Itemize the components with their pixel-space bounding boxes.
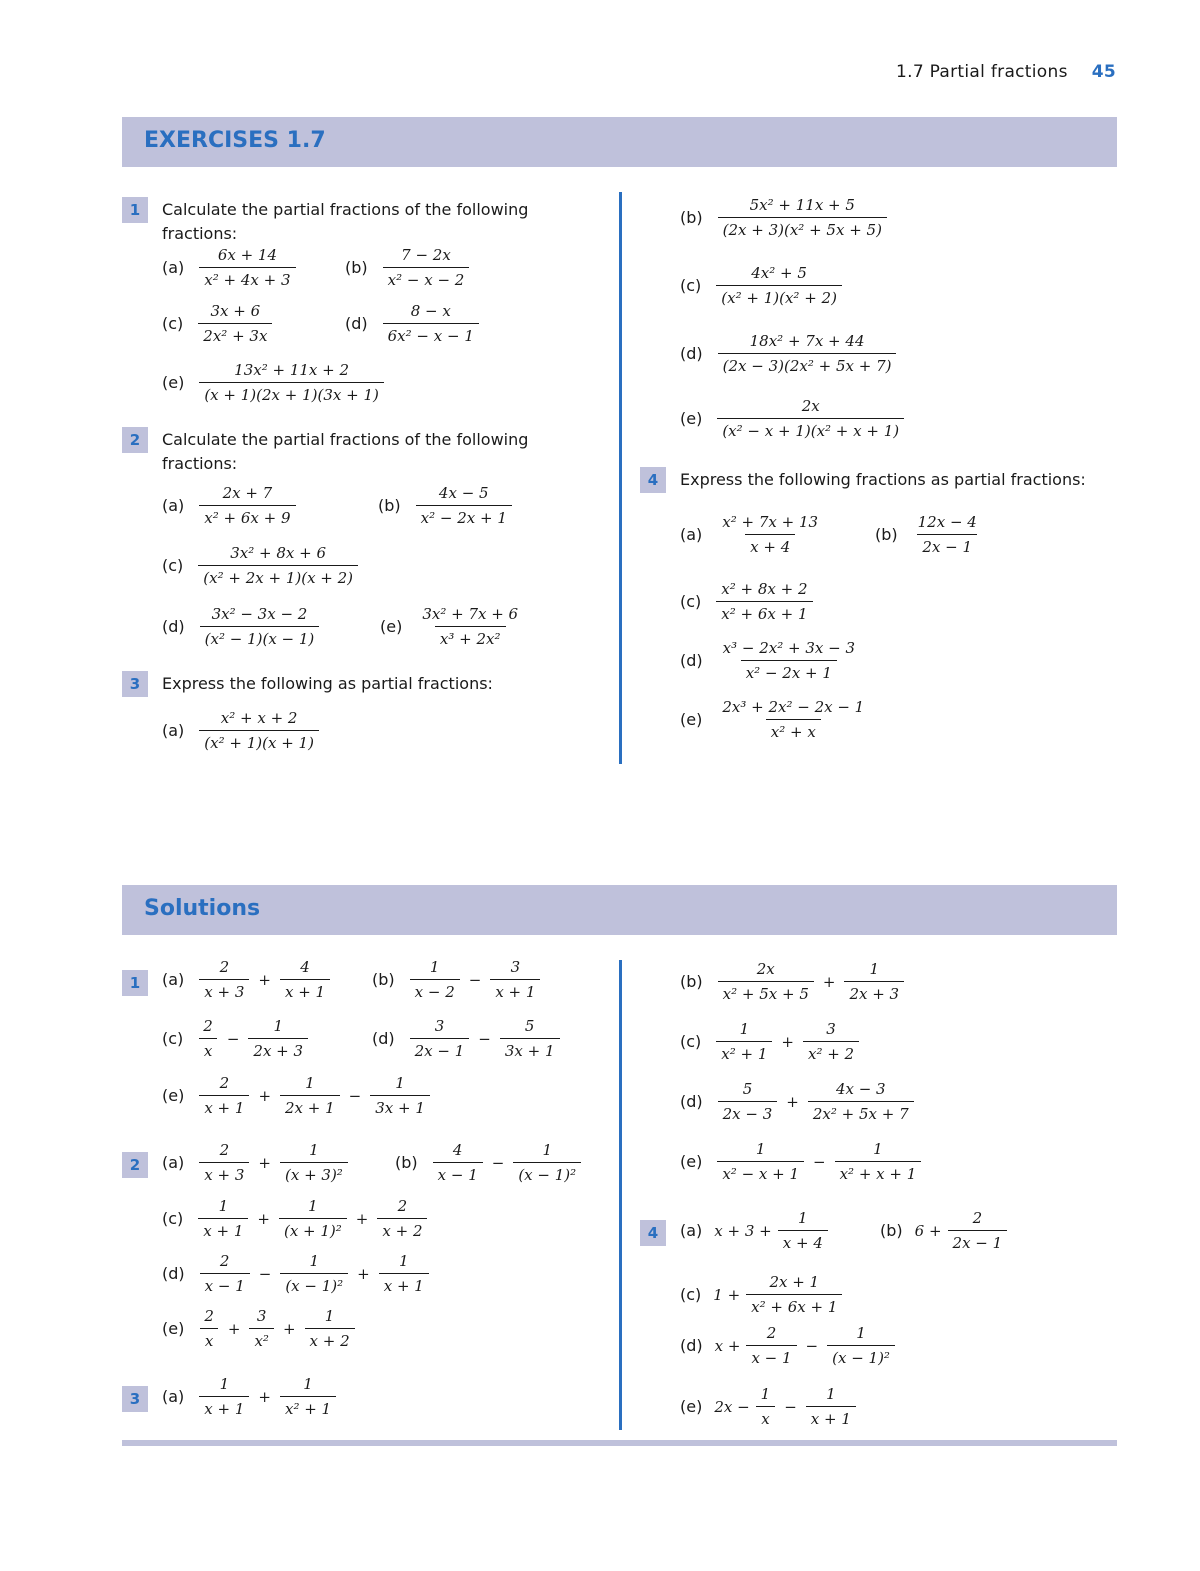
solution-4d: (d) x + $\frac{2}{x - 1}$ − $\frac{1}{\text{(x − 1)²}}$ bbox=[680, 1324, 898, 1367]
running-header bbox=[896, 62, 1116, 82]
solution-2e: (e) $\frac{2}{x}$ + $\frac{3}{\text{x²}}$ + $\frac{1}{x + 2}$ bbox=[162, 1307, 358, 1350]
fraction: $\frac{1}{\text{(x + 3)²}}$ bbox=[280, 1141, 348, 1184]
solution-1e: (e) $\frac{2}{x + 1}$ + $\frac{1}{2x + 1}$ − $\frac{1}{3x + 1}$ bbox=[162, 1074, 433, 1117]
solution-4e: (e) 2x − $\frac{1}{x}$ − $\frac{1}{x + 1}$ bbox=[680, 1385, 859, 1428]
question-number: 2 bbox=[122, 427, 148, 453]
solution-number: 4 bbox=[640, 1220, 666, 1246]
exercises-title: EXERCISES 1.7 bbox=[144, 128, 326, 153]
exercise-4a: (a) $\frac{\text{x² + 7x + 13}}{x + 4}$ bbox=[680, 513, 826, 556]
fraction: $\frac{\text{x² + x + 2}}{\text{(x² + 1)(x + 1)}}$ bbox=[199, 709, 319, 752]
solution-number: 1 bbox=[122, 970, 148, 996]
exercise-3c: (c) $\frac{\text{4x² + 5}}{\text{(x² + 1)(x² + 2)}}$ bbox=[680, 264, 845, 307]
exercise-3b: (b) $\frac{\text{5x² + 11x + 5}}{\text{(2x + 3)(x² + 5x + 5)}}$ bbox=[680, 196, 890, 239]
fraction: $\frac{2}{x}$ bbox=[198, 1017, 218, 1060]
section-title: 1.7 Partial fractions bbox=[896, 62, 1068, 82]
bottom-rule bbox=[122, 1440, 1117, 1446]
exercise-4c: (c) $\frac{\text{x² + 8x + 2}}{\text{x² + 6x + 1}}$ bbox=[680, 580, 816, 623]
fraction: $\frac{1}{\text{(x − 1)²}}$ bbox=[827, 1324, 895, 1367]
fraction: $\frac{\text{18x² + 7x + 44}}{\text{(2x − 3)(2x² + 5x + 7)}}$ bbox=[718, 332, 897, 375]
fraction: $\frac{2}{x + 3}$ bbox=[199, 1141, 249, 1184]
question-text: Calculate the partial fractions of the following fractions: bbox=[162, 430, 529, 473]
exercise-1a: (a) $\frac{6x + 14}{\text{x² + 4x + 3}}$ bbox=[162, 246, 299, 289]
fraction: $\frac{1}{x - 2}$ bbox=[410, 958, 460, 1001]
fraction: $\frac{4}{x - 1}$ bbox=[433, 1141, 483, 1184]
fraction: $\frac{4x - 3}{\text{2x² + 5x + 7}}$ bbox=[808, 1080, 914, 1123]
fraction: $\frac{\text{4x² + 5}}{\text{(x² + 1)(x² + 2)}}$ bbox=[716, 264, 842, 307]
fraction: $\frac{1}{2x + 3}$ bbox=[844, 960, 904, 1003]
exercise-3a: (a) $\frac{\text{x² + x + 2}}{\text{(x² + 1)(x + 1)}}$ bbox=[162, 709, 322, 752]
solutions-band bbox=[122, 885, 1117, 935]
fraction: $\frac{\text{x² + 8x + 2}}{\text{x² + 6x + 1}}$ bbox=[716, 580, 812, 623]
column-divider bbox=[619, 960, 622, 1430]
exercise-2a: (a) $\frac{2x + 7}{\text{x² + 6x + 9}}$ bbox=[162, 484, 299, 527]
fraction: $\frac{1}{x + 1}$ bbox=[198, 1197, 248, 1240]
fraction: $\frac{1}{2x + 1}$ bbox=[280, 1074, 340, 1117]
fraction: $\frac{1}{\text{x² − x + 1}}$ bbox=[717, 1140, 804, 1183]
fraction: $\frac{1}{\text{x² + 1}}$ bbox=[280, 1375, 336, 1418]
fraction: $\frac{2}{x - 1}$ bbox=[746, 1324, 796, 1367]
page-number: 45 bbox=[1091, 62, 1116, 82]
fraction: $\frac{3}{\text{x² + 2}}$ bbox=[803, 1020, 859, 1063]
exercise-4e: (e) $\frac{\text{2x³ + 2x² − 2x − 1}}{\text{x² + x}}$ bbox=[680, 698, 872, 741]
solution-3e: (e) $\frac{1}{\text{x² − x + 1}}$ − $\frac{1}{\text{x² + x + 1}}$ bbox=[680, 1140, 924, 1183]
solution-3d: (d) $\frac{5}{2x - 3}$ + $\frac{4x - 3}{\text{2x² + 5x + 7}}$ bbox=[680, 1080, 917, 1123]
fraction: $\frac{\text{x³ − 2x² + 3x − 3}}{\text{x² − 2x + 1}}$ bbox=[722, 639, 855, 682]
exercise-3e: (e) $\frac{2x}{\text{(x² − x + 1)(x² + x + 1)}}$ bbox=[680, 397, 907, 440]
fraction: $\frac{\text{2x³ + 2x² − 2x − 1}}{\text{x² + x}}$ bbox=[722, 698, 865, 741]
question-number: 1 bbox=[122, 197, 148, 223]
fraction: $\frac{2}{x}$ bbox=[199, 1307, 219, 1350]
fraction: $\frac{2x + 1}{\text{x² + 6x + 1}}$ bbox=[746, 1273, 842, 1316]
solution-4c: (c) 1 + $\frac{2x + 1}{\text{x² + 6x + 1}}$ bbox=[680, 1273, 845, 1316]
fraction: $\frac{1}{\text{(x − 1)²}}$ bbox=[513, 1141, 581, 1184]
solution-number: 3 bbox=[122, 1386, 148, 1412]
fraction: $\frac{2x + 7}{\text{x² + 6x + 9}}$ bbox=[199, 484, 295, 527]
fraction: $\frac{1}{x + 1}$ bbox=[806, 1385, 856, 1428]
fraction: $\frac{1}{\text{(x + 1)²}}$ bbox=[279, 1197, 347, 1240]
exercise-3d: (d) $\frac{\text{18x² + 7x + 44}}{\text{(2x − 3)(2x² + 5x + 7)}}$ bbox=[680, 332, 899, 375]
solution-4b: (b) 6 + $\frac{2}{2x - 1}$ bbox=[880, 1209, 1010, 1252]
fraction: $\frac{2}{x + 3}$ bbox=[199, 958, 249, 1001]
solution-3c: (c) $\frac{1}{\text{x² + 1}}$ + $\frac{3}{\text{x² + 2}}$ bbox=[680, 1020, 862, 1063]
fraction: $\frac{1}{x + 1}$ bbox=[379, 1252, 429, 1295]
fraction: $\frac{4}{x + 1}$ bbox=[280, 958, 330, 1001]
fraction: $\frac{3x + 6}{\text{2x² + 3x}}$ bbox=[198, 302, 272, 345]
exercise-4d: (d) $\frac{\text{x³ − 2x² + 3x − 3}}{\text{x² − 2x + 1}}$ bbox=[680, 639, 863, 682]
fraction: $\frac{\text{3x² + 7x + 6}}{\text{x³ + 2x²}}$ bbox=[422, 605, 519, 648]
fraction: $\frac{2}{x - 1}$ bbox=[200, 1252, 250, 1295]
fraction: $\frac{3}{\text{x²}}$ bbox=[249, 1307, 273, 1350]
fraction: $\frac{2}{x + 2}$ bbox=[377, 1197, 427, 1240]
exercise-2b: (b) $\frac{4x - 5}{\text{x² − 2x + 1}}$ bbox=[378, 484, 515, 527]
fraction: $\frac{1}{x + 4}$ bbox=[778, 1209, 828, 1252]
fraction: $\frac{3}{x + 1}$ bbox=[490, 958, 540, 1001]
exercise-2d: (d) $\frac{\text{3x² − 3x − 2}}{\text{(x² − 1)(x − 1)}}$ bbox=[162, 605, 322, 648]
fraction: $\frac{5}{3x + 1}$ bbox=[500, 1017, 560, 1060]
solution-2c: (c) $\frac{1}{x + 1}$ + $\frac{1}{\text{(x + 1)²}}$ + $\frac{2}{x + 2}$ bbox=[162, 1197, 430, 1240]
column-divider bbox=[619, 192, 622, 764]
question-text: Calculate the partial fractions of the following fractions: bbox=[162, 200, 529, 243]
solution-1c: (c) $\frac{2}{x}$ − $\frac{1}{2x + 3}$ bbox=[162, 1017, 311, 1060]
solution-1b: (b) $\frac{1}{x - 2}$ − $\frac{3}{x + 1}$ bbox=[372, 958, 543, 1001]
solution-number: 2 bbox=[122, 1152, 148, 1178]
fraction: $\frac{1}{\text{x² + 1}}$ bbox=[716, 1020, 772, 1063]
fraction: $\frac{\text{13x² + 11x + 2}}{(x + 1)(2x + 1)(3x + 1)}$ bbox=[199, 361, 384, 404]
solution-1d: (d) $\frac{3}{2x - 1}$ − $\frac{5}{3x + 1}$ bbox=[372, 1017, 563, 1060]
exercises-band bbox=[122, 117, 1117, 167]
fraction: $\frac{12x - 4}{2x - 1}$ bbox=[917, 513, 977, 556]
exercise-1e: (e) $\frac{\text{13x² + 11x + 2}}{(x + 1)(2x + 1)(3x + 1)}$ bbox=[162, 361, 387, 404]
solution-2b: (b) $\frac{4}{x - 1}$ − $\frac{1}{\text{(x − 1)²}}$ bbox=[395, 1141, 584, 1184]
solution-4a: (a) x + 3 + $\frac{1}{x + 4}$ bbox=[680, 1209, 831, 1252]
fraction: $\frac{2}{x + 1}$ bbox=[199, 1074, 249, 1117]
fraction: $\frac{1}{\text{(x − 1)²}}$ bbox=[280, 1252, 348, 1295]
solution-2d: (d) $\frac{2}{x - 1}$ − $\frac{1}{\text{(x − 1)²}}$ + $\frac{1}{x + 1}$ bbox=[162, 1252, 432, 1295]
exercise-1d: (d) $\frac{8 - x}{\text{6x² − x − 1}}$ bbox=[345, 302, 482, 345]
fraction: $\frac{6x + 14}{\text{x² + 4x + 3}}$ bbox=[199, 246, 295, 289]
question-text: Express the following as partial fractions: bbox=[162, 674, 493, 693]
fraction: $\frac{2}{2x - 1}$ bbox=[948, 1209, 1008, 1252]
fraction: $\frac{\text{5x² + 11x + 5}}{\text{(2x + 3)(x² + 5x + 5)}}$ bbox=[718, 196, 887, 239]
fraction: $\frac{1}{2x + 3}$ bbox=[248, 1017, 308, 1060]
fraction: $\frac{2x}{\text{x² + 5x + 5}}$ bbox=[718, 960, 814, 1003]
fraction: $\frac{5}{2x - 3}$ bbox=[718, 1080, 778, 1123]
question-number: 3 bbox=[122, 671, 148, 697]
fraction: $\frac{1}{3x + 1}$ bbox=[370, 1074, 430, 1117]
fraction: $\frac{\text{3x² − 3x − 2}}{\text{(x² − 1)(x − 1)}}$ bbox=[200, 605, 320, 648]
fraction: $\frac{1}{x}$ bbox=[756, 1385, 776, 1428]
exercise-4b: (b) $\frac{12x - 4}{2x - 1}$ bbox=[875, 513, 985, 556]
fraction: $\frac{2x}{\text{(x² − x + 1)(x² + x + 1)}}$ bbox=[717, 397, 904, 440]
fraction: $\frac{3}{2x - 1}$ bbox=[410, 1017, 470, 1060]
fraction: $\frac{7 - 2x}{\text{x² − x − 2}}$ bbox=[383, 246, 470, 289]
exercise-1b: (b) $\frac{7 - 2x}{\text{x² − x − 2}}$ bbox=[345, 246, 472, 289]
solution-1a: (a) $\frac{2}{x + 3}$ + $\frac{4}{x + 1}$ bbox=[162, 958, 333, 1001]
exercise-2e: (e) $\frac{\text{3x² + 7x + 6}}{\text{x³ + 2x²}}$ bbox=[380, 605, 526, 648]
solution-2a: (a) $\frac{2}{x + 3}$ + $\frac{1}{\text{(x + 3)²}}$ bbox=[162, 1141, 351, 1184]
fraction: $\frac{\text{3x² + 8x + 6}}{\text{(x² + 2x + 1)(x + 2)}}$ bbox=[198, 544, 358, 587]
fraction: $\frac{1}{x + 1}$ bbox=[199, 1375, 249, 1418]
solution-3a: (a) $\frac{1}{x + 1}$ + $\frac{1}{\text{x² + 1}}$ bbox=[162, 1375, 339, 1418]
fraction: $\frac{\text{x² + 7x + 13}}{x + 4}$ bbox=[722, 513, 819, 556]
exercise-1c: (c) $\frac{3x + 6}{\text{2x² + 3x}}$ bbox=[162, 302, 275, 345]
solution-3b: (b) $\frac{2x}{\text{x² + 5x + 5}}$ + $\frac{1}{2x + 3}$ bbox=[680, 960, 907, 1003]
fraction: $\frac{8 - x}{\text{6x² − x − 1}}$ bbox=[383, 302, 479, 345]
fraction: $\frac{1}{x + 2}$ bbox=[305, 1307, 355, 1350]
fraction: $\frac{4x - 5}{\text{x² − 2x + 1}}$ bbox=[416, 484, 512, 527]
exercise-2c: (c) $\frac{\text{3x² + 8x + 6}}{\text{(x² + 2x + 1)(x + 2)}}$ bbox=[162, 544, 361, 587]
question-number: 4 bbox=[640, 467, 666, 493]
solutions-title: Solutions bbox=[144, 896, 261, 921]
question-text: Express the following fractions as partial fractions: bbox=[680, 470, 1086, 489]
fraction: $\frac{1}{\text{x² + x + 1}}$ bbox=[835, 1140, 922, 1183]
